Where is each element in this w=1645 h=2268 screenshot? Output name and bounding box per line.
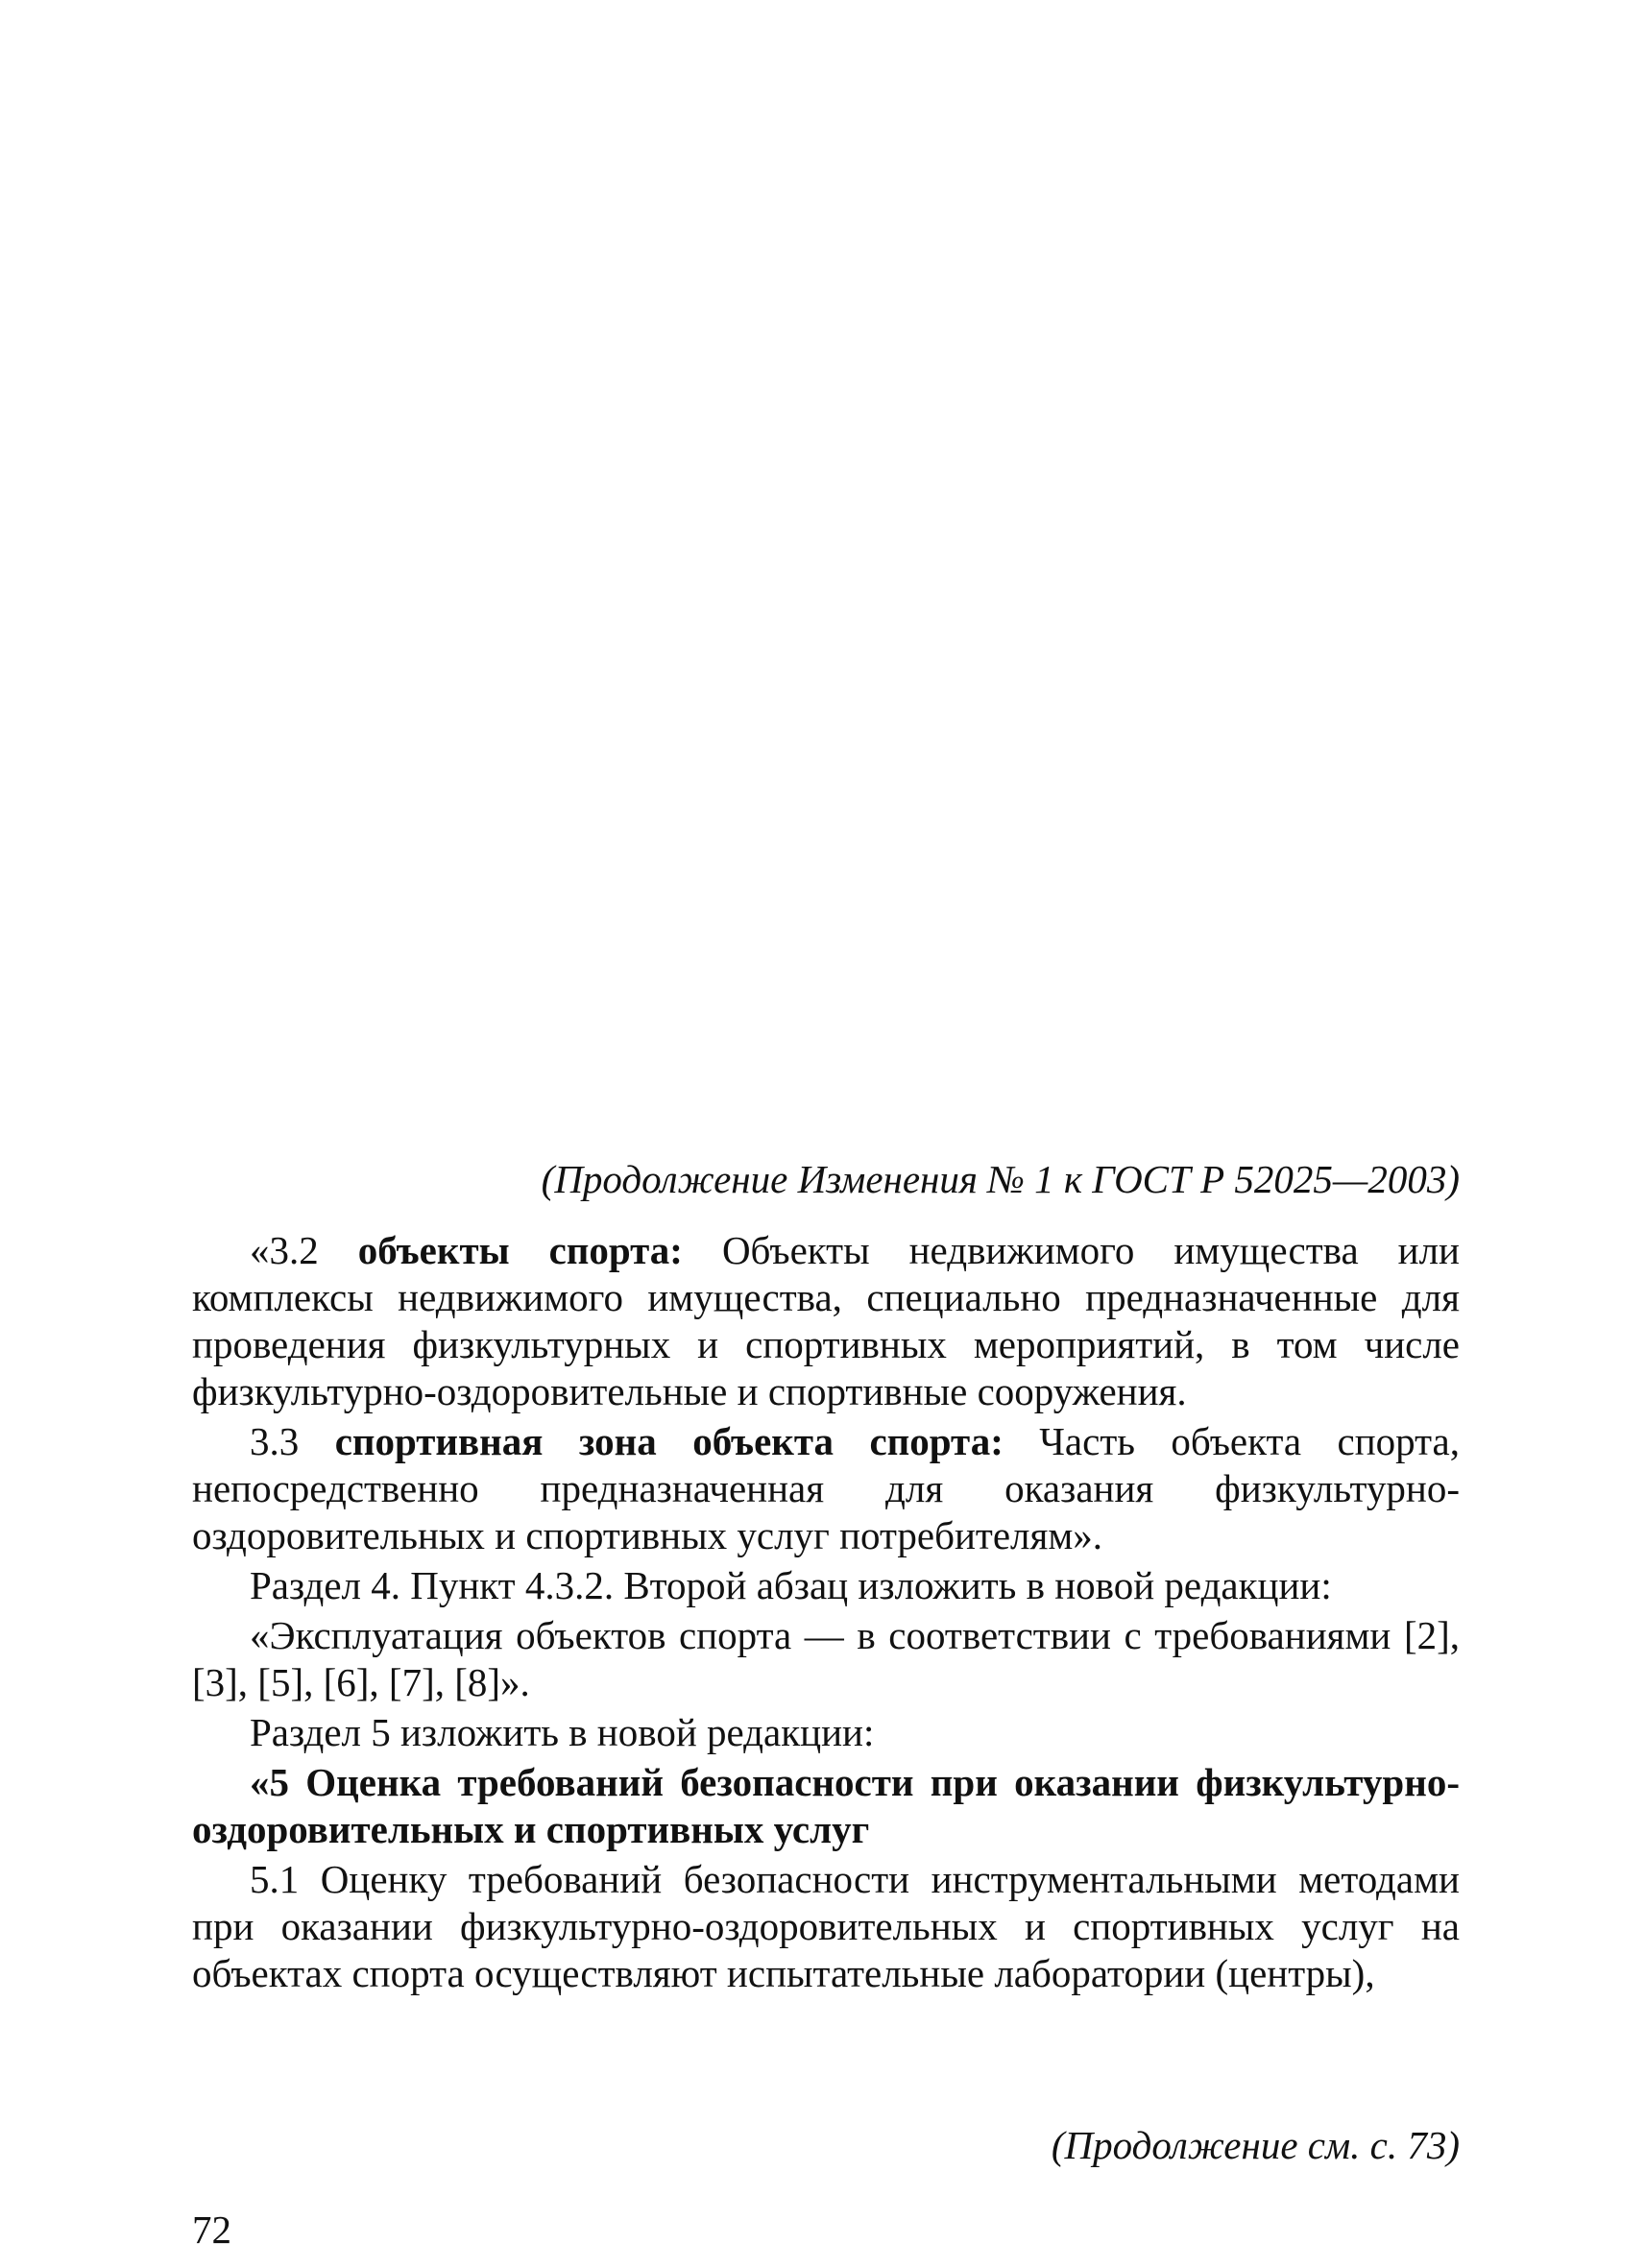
term-title: объекты спорта: — [357, 1228, 683, 1272]
paragraph-exploitation: «Эксплуатация объектов спорта — в соответствии с требованиями [2], [3], [5], [6], [7], [8]». — [192, 1613, 1460, 1704]
paragraph-5-1: 5.1 Оценку требований безопасности инструментальными методами при оказании физкультурно-оздоровительных и спортивных услуг на объектах спорта осуществляют испытательные лаборатории (центры), — [192, 1857, 1460, 1995]
document-body — [192, 1227, 1460, 2000]
term-number: 3.3 — [250, 1419, 335, 1463]
term-definition: Объекты недвижимого имущества или комплексы недвижимого имущества, специально предназначенные для проведения физкультурных и спортивных мероприятий, в том числе физкультурно-оздоровительные и спортивные сооружения. — [192, 1228, 1460, 1413]
term-number: «3.2 — [250, 1228, 358, 1272]
paragraph-section-5: Раздел 5 изложить в новой редакции: — [250, 1710, 875, 1754]
term-title: спортивная зона объекта спорта: — [334, 1419, 1004, 1463]
running-header: (Продолжение Изменения № 1 к ГОСТ Р 52025—2003) — [541, 1157, 1460, 1201]
paragraph-3-2 — [192, 1227, 1460, 1415]
section-5-heading: «5 Оценка требований безопасности при оказании физкультурно-оздоровительных и спортивных услуг — [192, 1760, 1460, 1851]
paragraph-section-4: Раздел 4. Пункт 4.3.2. Второй абзац изложить в новой редакции: — [250, 1563, 1332, 1607]
page-number: 72 — [192, 2208, 231, 2252]
continuation-note: (Продолжение см. с. 73) — [1051, 2123, 1460, 2167]
term-definition: Часть объекта спорта, непосредственно предназначенная для оказания физкультурно-оздоровительных и спортивных услуг потребителям». — [192, 1419, 1461, 1557]
paragraph-3-3 — [192, 1418, 1460, 1559]
